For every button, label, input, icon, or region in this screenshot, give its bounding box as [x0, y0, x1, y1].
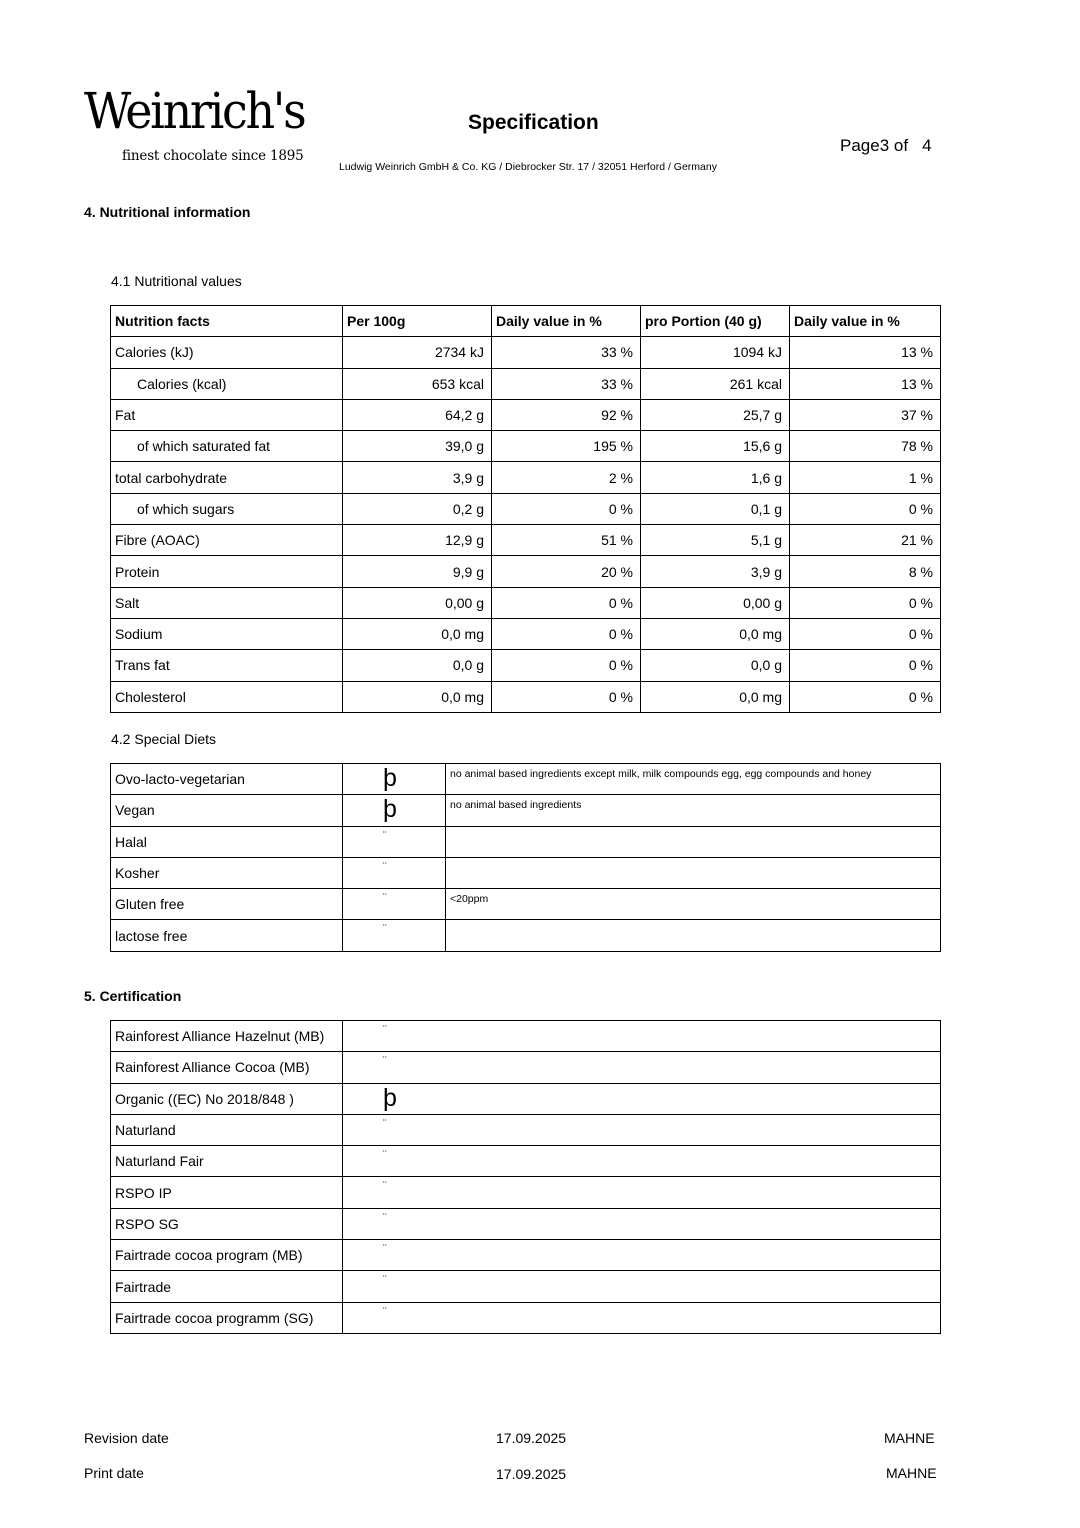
certification-label: RSPO SG — [111, 1208, 343, 1239]
certification-row — [111, 1146, 941, 1177]
nutrition-row — [111, 650, 941, 681]
section-title-nutrition: 4. Nutritional information — [84, 204, 251, 220]
nutrient-value: 0 % — [790, 587, 941, 618]
nutrient-name: Calories (kcal) — [111, 368, 343, 399]
print-date-value: 17.09.2025 — [496, 1466, 567, 1482]
unchecked-box-icon: ¨ — [383, 1211, 387, 1224]
nutrition-row — [111, 556, 941, 587]
diet-note: <20ppm — [446, 889, 941, 920]
nutrient-value: 261 kcal — [641, 368, 790, 399]
checked-box-icon: þ — [383, 764, 397, 792]
special-diets-table — [110, 763, 941, 952]
nutrition-header-row — [111, 306, 941, 337]
nutrient-value: 21 % — [790, 525, 941, 556]
diet-status-cell — [343, 795, 446, 826]
diet-label: Vegan — [111, 795, 343, 826]
nutrient-value: 0,0 mg — [343, 618, 492, 649]
certification-status-cell — [343, 1271, 941, 1302]
certification-status-cell — [343, 1021, 941, 1052]
certification-table — [110, 1020, 941, 1334]
page-indicator — [840, 136, 932, 156]
nutrient-value: 51 % — [492, 525, 641, 556]
revision-date-value: 17.09.2025 — [496, 1430, 567, 1446]
diet-status-cell — [343, 920, 446, 951]
nutrient-value: 33 % — [492, 368, 641, 399]
certification-label: Fairtrade cocoa programm (SG) — [111, 1302, 343, 1333]
nutrition-header-cell: Daily value in % — [790, 306, 941, 337]
nutrient-name: of which sugars — [111, 493, 343, 524]
diet-row — [111, 826, 941, 857]
nutrient-value: 0,0 mg — [641, 618, 790, 649]
nutrient-value: 0 % — [492, 493, 641, 524]
subsection-special-diets: 4.2 Special Diets — [111, 731, 217, 747]
nutrient-value: 39,0 g — [343, 431, 492, 462]
nutrient-value: 37 % — [790, 399, 941, 430]
nutrient-value: 1 % — [790, 462, 941, 493]
nutrient-value: 0,0 mg — [641, 681, 790, 712]
nutrient-value: 13 % — [790, 337, 941, 368]
unchecked-box-icon: ¨ — [383, 860, 387, 873]
nutrition-row — [111, 431, 941, 462]
unchecked-box-icon: ¨ — [383, 1243, 387, 1256]
nutrient-value: 0 % — [492, 587, 641, 618]
nutrient-name: Salt — [111, 587, 343, 618]
certification-label: Rainforest Alliance Cocoa (MB) — [111, 1052, 343, 1083]
certification-status-cell — [343, 1240, 941, 1271]
certification-status-cell — [343, 1146, 941, 1177]
nutrient-value: 78 % — [790, 431, 941, 462]
page-label: Page — [840, 136, 880, 155]
company-address: Ludwig Weinrich GmbH & Co. KG / Diebrocker Str. 17 / 32051 Herford / Germany — [339, 161, 717, 173]
nutrition-row — [111, 681, 941, 712]
checked-box-icon: þ — [383, 1083, 397, 1112]
nutrient-value: 1,6 g — [641, 462, 790, 493]
nutrition-row — [111, 368, 941, 399]
nutrition-row — [111, 337, 941, 368]
nutrient-value: 0 % — [492, 618, 641, 649]
nutrient-value: 1094 kJ — [641, 337, 790, 368]
nutrient-value: 0,1 g — [641, 493, 790, 524]
unchecked-box-icon: ¨ — [383, 1274, 387, 1287]
certification-status-cell — [343, 1052, 941, 1083]
nutrition-row — [111, 493, 941, 524]
nutrient-value: 0 % — [790, 681, 941, 712]
nutrient-value: 8 % — [790, 556, 941, 587]
nutrient-value: 0,0 mg — [343, 681, 492, 712]
nutrient-value: 20 % — [492, 556, 641, 587]
nutrient-value: 12,9 g — [343, 525, 492, 556]
logo-wordmark: Weinrich's — [84, 82, 305, 140]
nutrition-table — [110, 305, 941, 713]
diet-row — [111, 857, 941, 888]
nutrient-value: 64,2 g — [343, 399, 492, 430]
certification-label: Organic ((EC) No 2018/848 ) — [111, 1083, 343, 1114]
unchecked-box-icon: ¨ — [383, 1055, 387, 1068]
nutrient-value: 0 % — [492, 650, 641, 681]
nutrition-header-cell: Nutrition facts — [111, 306, 343, 337]
diet-status-cell — [343, 826, 446, 857]
print-date-label: Print date — [84, 1465, 144, 1481]
nutrient-value: 13 % — [790, 368, 941, 399]
nutrient-value: 0,2 g — [343, 493, 492, 524]
nutrient-value: 0,0 g — [343, 650, 492, 681]
certification-row — [111, 1240, 941, 1271]
certification-status-cell — [343, 1302, 941, 1333]
nutrient-value: 25,7 g — [641, 399, 790, 430]
nutrient-name: of which saturated fat — [111, 431, 343, 462]
certification-row — [111, 1302, 941, 1333]
unchecked-box-icon: ¨ — [383, 1180, 387, 1193]
certification-status-cell — [343, 1208, 941, 1239]
nutrient-value: 0 % — [790, 493, 941, 524]
nutrient-value: 195 % — [492, 431, 641, 462]
page-of: of — [893, 136, 909, 155]
nutrient-value: 0 % — [790, 618, 941, 649]
print-user: MAHNE — [886, 1465, 937, 1481]
nutrition-header-cell: Daily value in % — [492, 306, 641, 337]
nutrient-name: Trans fat — [111, 650, 343, 681]
page-total: 4 — [922, 136, 932, 155]
nutrient-name: Cholesterol — [111, 681, 343, 712]
nutrient-value: 3,9 g — [641, 556, 790, 587]
certification-row — [111, 1208, 941, 1239]
revision-date-label: Revision date — [84, 1430, 169, 1446]
certification-label: Rainforest Alliance Hazelnut (MB) — [111, 1021, 343, 1052]
unchecked-box-icon: ¨ — [383, 1024, 387, 1036]
diet-label: Kosher — [111, 857, 343, 888]
certification-label: Naturland — [111, 1114, 343, 1145]
diet-note — [446, 920, 941, 951]
certification-status-cell — [343, 1114, 941, 1145]
diet-label: Halal — [111, 826, 343, 857]
diet-row — [111, 764, 941, 795]
diet-status-cell — [343, 764, 446, 795]
diet-row — [111, 920, 941, 951]
nutrient-name: Fat — [111, 399, 343, 430]
diet-row — [111, 889, 941, 920]
unchecked-box-icon: ¨ — [383, 1117, 387, 1130]
nutrition-row — [111, 525, 941, 556]
certification-row — [111, 1177, 941, 1208]
certification-label: RSPO IP — [111, 1177, 343, 1208]
diet-status-cell — [343, 857, 446, 888]
unchecked-box-icon: ¨ — [383, 923, 387, 936]
nutrient-value: 15,6 g — [641, 431, 790, 462]
certification-label: Fairtrade cocoa program (MB) — [111, 1240, 343, 1271]
page-current: 3 — [879, 136, 890, 155]
unchecked-box-icon: ¨ — [383, 829, 387, 842]
section-title-certification: 5. Certification — [84, 988, 182, 1004]
certification-status-cell — [343, 1177, 941, 1208]
checked-box-icon: þ — [383, 795, 397, 824]
unchecked-box-icon: ¨ — [383, 892, 387, 905]
certification-row — [111, 1083, 941, 1114]
diet-status-cell — [343, 889, 446, 920]
unchecked-box-icon: ¨ — [383, 1149, 387, 1162]
nutrient-value: 653 kcal — [343, 368, 492, 399]
nutrient-value: 0 % — [790, 650, 941, 681]
logo-tagline: finest chocolate since 1895 — [122, 148, 304, 164]
nutrition-row — [111, 587, 941, 618]
diet-note — [446, 857, 941, 888]
nutrition-header-cell: pro Portion (40 g) — [641, 306, 790, 337]
diet-note — [446, 826, 941, 857]
nutrient-value: 2734 kJ — [343, 337, 492, 368]
nutrient-value: 0,00 g — [641, 587, 790, 618]
certification-label: Naturland Fair — [111, 1146, 343, 1177]
nutrient-value: 33 % — [492, 337, 641, 368]
subsection-nutritional-values: 4.1 Nutritional values — [111, 273, 242, 289]
nutrition-row — [111, 399, 941, 430]
document-title: Specification — [468, 111, 599, 134]
nutrient-value: 2 % — [492, 462, 641, 493]
nutrient-value: 0,0 g — [641, 650, 790, 681]
nutrient-name: total carbohydrate — [111, 462, 343, 493]
nutrient-value: 9,9 g — [343, 556, 492, 587]
company-logo — [84, 82, 305, 170]
nutrient-value: 3,9 g — [343, 462, 492, 493]
nutrient-value: 92 % — [492, 399, 641, 430]
nutrition-row — [111, 618, 941, 649]
certification-row — [111, 1021, 941, 1052]
diet-note: no animal based ingredients except milk, milk compounds egg, egg compounds and honey — [446, 764, 941, 795]
nutrient-name: Fibre (AOAC) — [111, 525, 343, 556]
diet-label: Gluten free — [111, 889, 343, 920]
nutrient-name: Sodium — [111, 618, 343, 649]
unchecked-box-icon: ¨ — [383, 1305, 387, 1318]
nutrient-value: 0 % — [492, 681, 641, 712]
certification-status-cell — [343, 1083, 941, 1114]
certification-row — [111, 1271, 941, 1302]
nutrition-row — [111, 462, 941, 493]
diet-label: Ovo-lacto-vegetarian — [111, 764, 343, 795]
certification-label: Fairtrade — [111, 1271, 343, 1302]
certification-row — [111, 1114, 941, 1145]
certification-row — [111, 1052, 941, 1083]
revision-user: MAHNE — [884, 1430, 935, 1446]
nutrient-value: 0,00 g — [343, 587, 492, 618]
nutrient-name: Calories (kJ) — [111, 337, 343, 368]
nutrient-value: 5,1 g — [641, 525, 790, 556]
diet-label: lactose free — [111, 920, 343, 951]
diet-note: no animal based ingredients — [446, 795, 941, 826]
diet-row — [111, 795, 941, 826]
nutrition-header-cell: Per 100g — [343, 306, 492, 337]
nutrient-name: Protein — [111, 556, 343, 587]
